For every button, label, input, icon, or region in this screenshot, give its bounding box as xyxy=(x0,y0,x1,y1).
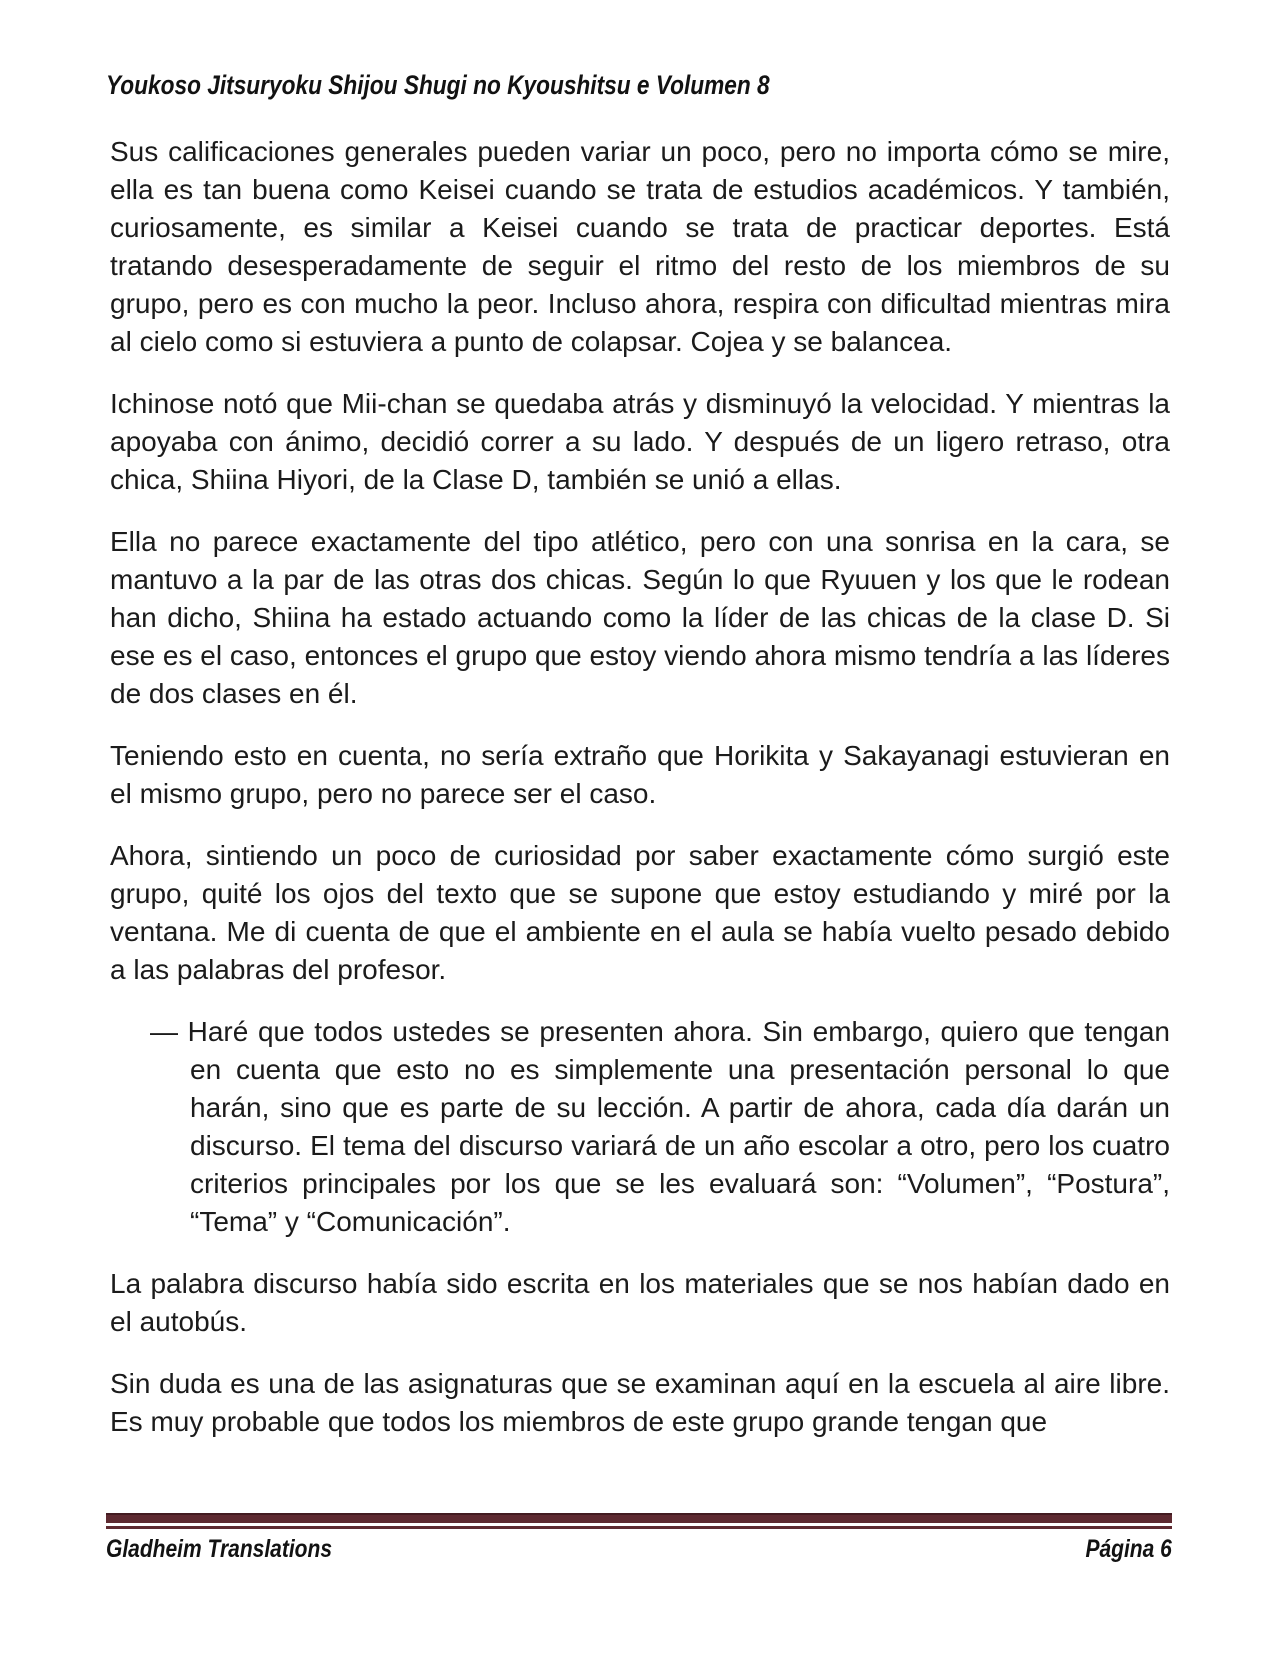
body-paragraph: La palabra discurso había sido escrita en los materiales que se nos habían dado en el autobús. xyxy=(110,1268,1170,1337)
page-footer xyxy=(106,1513,1172,1564)
body-paragraph: Ahora, sintiendo un poco de curiosidad por saber exactamente cómo surgió este grupo, quité los ojos del texto que se supone que estoy estudiando y miré por la ventana. Me di cuenta de que el ambiente en el aula se había vuelto pesado debido a las palabras del profesor. xyxy=(110,840,1170,985)
body-paragraph: Ichinose notó que Mii-chan se quedaba atrás y disminuyó la velocidad. Y mientras la apoyaba con ánimo, decidió correr a su lado. Y después de un ligero retraso, otra chica, Shiina Hiyori, de la Clase D, también se unió a ellas. xyxy=(110,388,1170,495)
footer-divider-thin xyxy=(106,1526,1172,1529)
footer-divider-thick xyxy=(106,1513,1172,1523)
body-paragraph: Sin duda es una de las asignaturas que se examinan aquí en la escuela al aire libre. Es muy probable que todos los miembros de este grupo grande tengan que xyxy=(110,1368,1170,1437)
body-paragraph: Sus calificaciones generales pueden variar un poco, pero no importa cómo se mire, ella es tan buena como Keisei cuando se trata de estudios académicos. Y también, curiosamente, es similar a Keisei cuando se trata de practicar deportes. Está tratando desesperadamente de seguir el ritmo del resto de los miembros de su grupo, pero es con mucho la peor. Incluso ahora, respira con dificultad mientras mira al cielo como si estuviera a punto de colapsar. Cojea y se balancea. xyxy=(110,136,1170,357)
page-header-title: Youkoso Jitsuryoku Shijou Shugi no Kyoushitsu e Volumen 8 xyxy=(106,70,770,100)
document-body xyxy=(110,133,1170,1465)
dialogue-paragraph: — Haré que todos ustedes se presenten ahora. Sin embargo, quiero que tengan en cuenta que esto no es simplemente una presentación personal lo que harán, sino que es parte de su lección. A partir de ahora, cada día darán un discurso. El tema del discurso variará de un año escolar a otro, pero los cuatro criterios principales por los que se les evaluará son: “Volumen”, “Postura”, “Tema” y “Comunicación”. xyxy=(150,1016,1170,1237)
footer-row xyxy=(106,1535,1172,1564)
page-number: Página 6 xyxy=(1085,1535,1172,1563)
body-paragraph: Ella no parece exactamente del tipo atlético, pero con una sonrisa en la cara, se mantuvo a la par de las otras dos chicas. Según lo que Ryuuen y los que le rodean han dicho, Shiina ha estado actuando como la líder de las chicas de la clase D. Si ese es el caso, entonces el grupo que estoy viendo ahora mismo tendría a las líderes de dos clases en él. xyxy=(110,526,1170,709)
body-paragraph: Teniendo esto en cuenta, no sería extraño que Horikita y Sakayanagi estuvieran en el mismo grupo, pero no parece ser el caso. xyxy=(110,740,1170,809)
translator-credit: Gladheim Translations xyxy=(106,1535,333,1563)
